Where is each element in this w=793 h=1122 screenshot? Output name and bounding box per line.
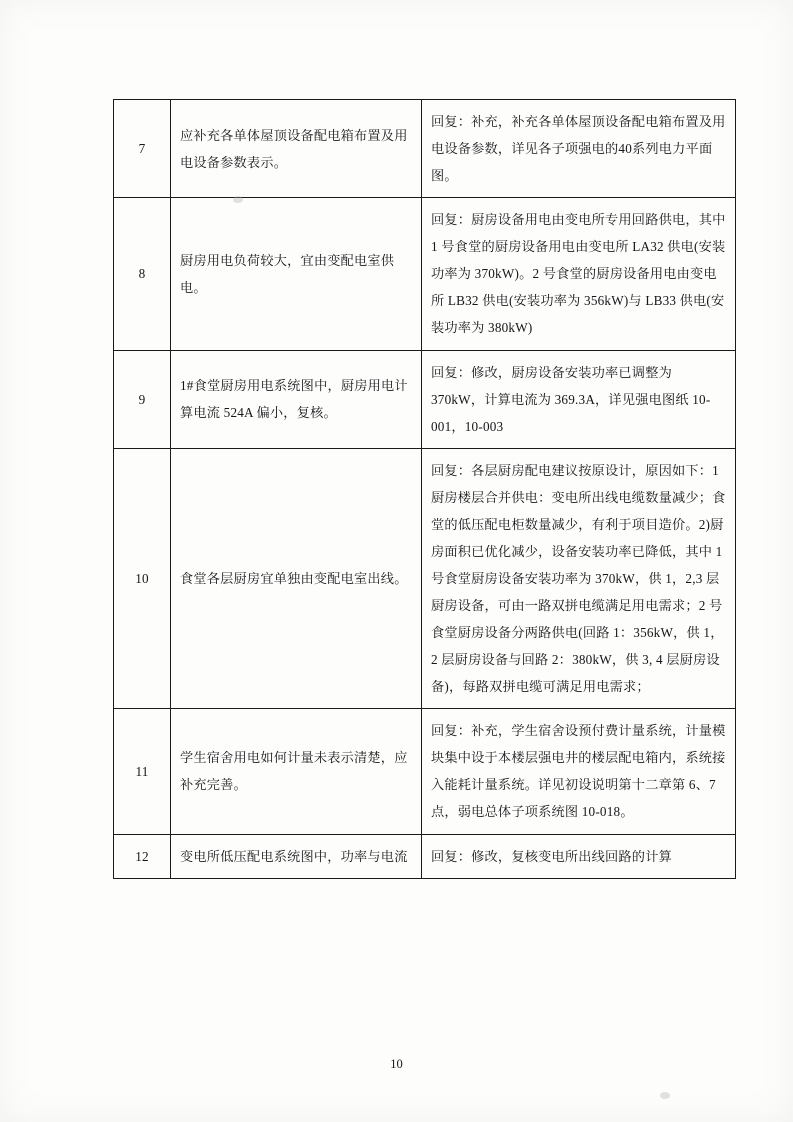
row-number-cell: 9 <box>114 350 171 448</box>
reply-cell: 回复：补充，学生宿舍设预付费计量系统，计量模块集中设于本楼层强电井的楼层配电箱内，系统接入能耗计量系统。详见初设说明第十二章第 6、7 点，弱电总体子项系统图 10-018。 <box>422 709 736 834</box>
table-body <box>114 100 736 879</box>
issue-cell: 应补充各单体屋顶设备配电箱布置及用电设备参数表示。 <box>171 100 422 198</box>
scan-artifact-icon <box>660 1092 670 1099</box>
row-number-cell: 12 <box>114 834 171 878</box>
review-comments-table <box>113 99 736 879</box>
table-row <box>114 198 736 350</box>
reply-cell: 回复：补充，补充各单体屋顶设备配电箱布置及用电设备参数，详见各子项强电的40系列电力平面图。 <box>422 100 736 198</box>
issue-cell: 食堂各层厨房宜单独由变配电室出线。 <box>171 448 422 709</box>
table-row <box>114 834 736 878</box>
reply-cell: 回复：修改，厨房设备安装功率已调整为 370kW，计算电流为 369.3A，详见强电图纸 10-001，10-003 <box>422 350 736 448</box>
table-row <box>114 709 736 834</box>
reply-cell: 回复：厨房设备用电由变电所专用回路供电，其中 1 号食堂的厨房设备用电由变电所 LA32 供电(安装功率为 370kW)。2 号食堂的厨房设备用电由变电所 LB32 供电(安装功率为 356kW)与 LB33 供电(安装功率为 380kW) <box>422 198 736 350</box>
table-row <box>114 350 736 448</box>
row-number-cell: 10 <box>114 448 171 709</box>
row-number-cell: 11 <box>114 709 171 834</box>
issue-cell: 学生宿舍用电如何计量未表示清楚，应补充完善。 <box>171 709 422 834</box>
issue-cell: 厨房用电负荷较大，宜由变配电室供电。 <box>171 198 422 350</box>
row-number-cell: 8 <box>114 198 171 350</box>
reply-cell: 回复：修改，复核变电所出线回路的计算 <box>422 834 736 878</box>
row-number-cell: 7 <box>114 100 171 198</box>
issue-cell: 1#食堂厨房用电系统图中，厨房用电计算电流 524A 偏小，复核。 <box>171 350 422 448</box>
reply-cell: 回复：各层厨房配电建议按原设计，原因如下：1 厨房楼层合并供电：变电所出线电缆数量减少；食堂的低压配电柜数量减少，有利于项目造价。2)厨房面积已优化减少，设备安装功率已降低，其中 1 号食堂厨房设备安装功率为 370kW，供 1，2,3 层厨房设备，可由一路双拼电缆满足用电需求；2 号食堂厨房设备分两路供电(回路 1：356kW，供 1，2 层厨房设备与回路 2：380kW，供 3, 4 层厨房设备)，每路双拼电缆可满足用电需求； <box>422 448 736 709</box>
table-row <box>114 100 736 198</box>
page-number: 10 <box>390 1057 403 1071</box>
issue-cell: 变电所低压配电系统图中，功率与电流 <box>171 834 422 878</box>
scan-artifact-icon <box>233 196 243 203</box>
table-row <box>114 448 736 709</box>
